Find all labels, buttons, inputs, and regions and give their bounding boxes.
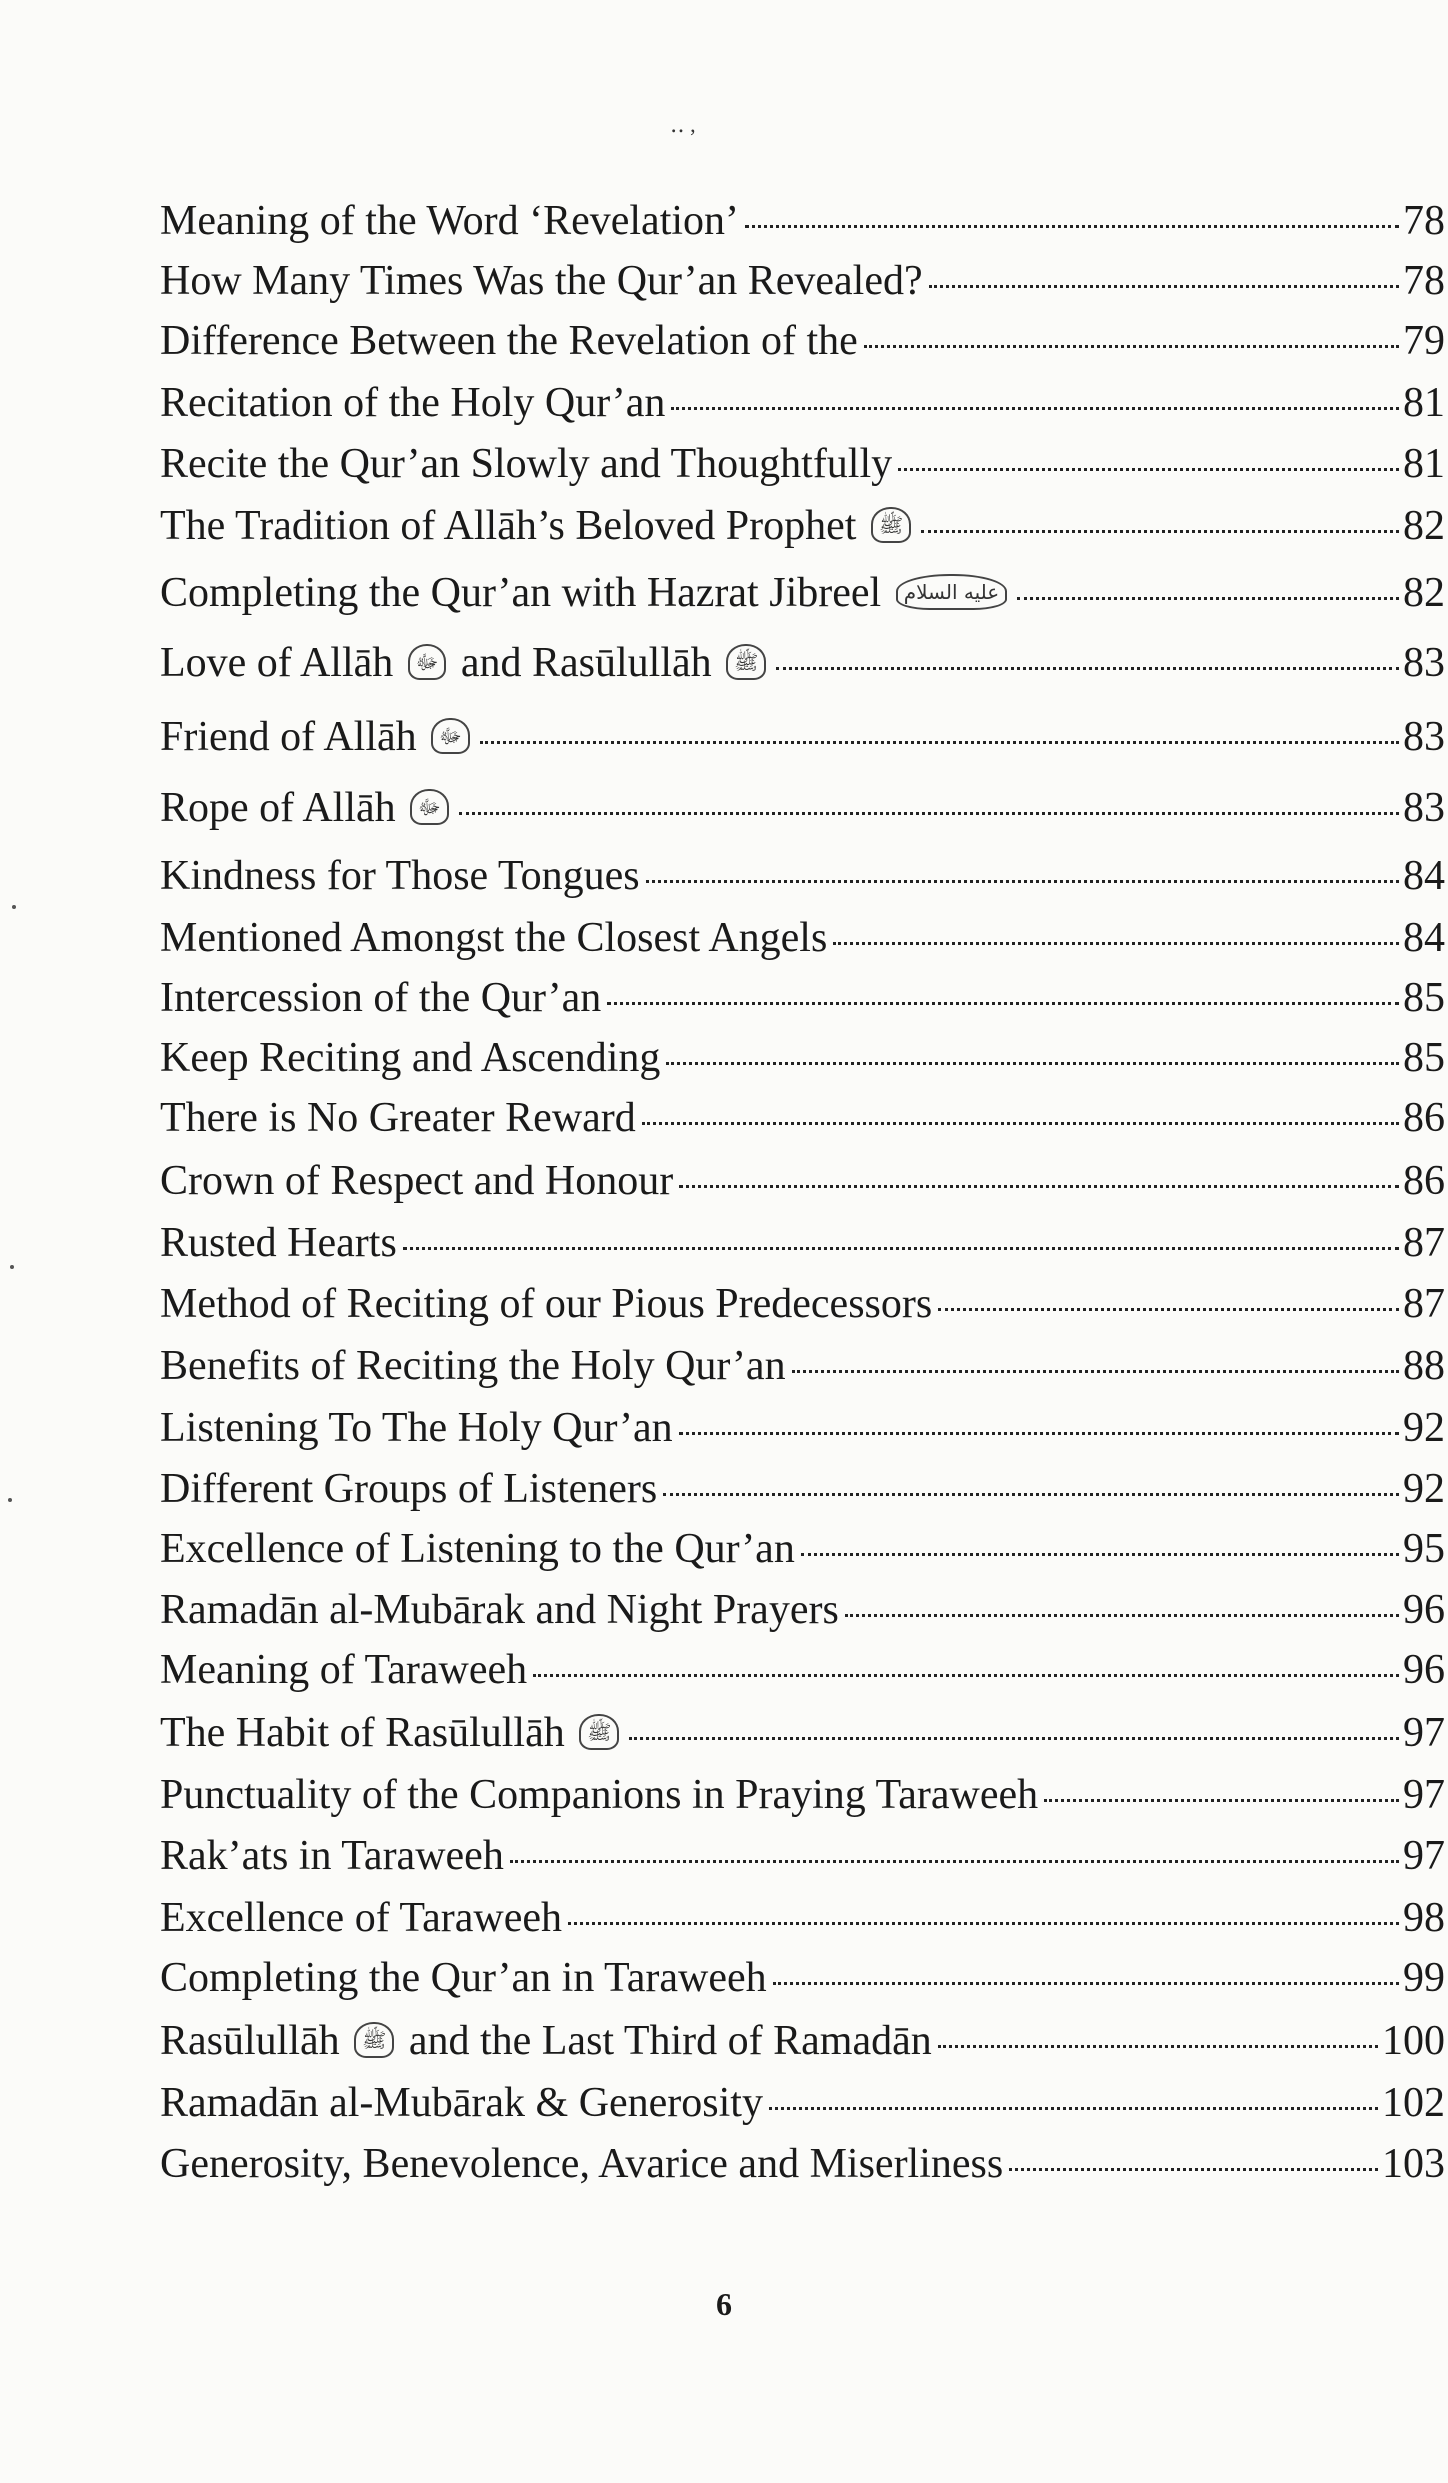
toc-entry: [160, 570, 1445, 616]
toc-entry-title-text: How Many Times Was the Qur’an Revealed?: [160, 258, 923, 304]
toc-entry-page: 87: [1403, 1220, 1445, 1266]
toc-entry: [160, 1895, 1445, 1941]
toc-entry-page: 84: [1403, 915, 1445, 961]
dot-leader: [776, 667, 1399, 670]
dot-leader: [663, 1493, 1399, 1496]
toc-entry-page: 78: [1403, 258, 1445, 304]
toc-entry-title-text: Completing the Qur’an with Hazrat Jibreel: [160, 570, 882, 616]
honorific-icon: ﷺ: [579, 1714, 619, 1750]
dot-leader: [745, 225, 1399, 228]
toc-entry-title-text: and Rasūlullāh: [460, 640, 712, 686]
toc-entry-page: 103: [1382, 2141, 1445, 2187]
toc-entry-title-text: Listening To The Holy Qur’an: [160, 1405, 673, 1451]
toc-entry-title-text: Benefits of Reciting the Holy Qur’an: [160, 1343, 786, 1389]
toc-entry-title-text: Method of Reciting of our Pious Predecessors: [160, 1281, 933, 1327]
dot-leader: [938, 1308, 1399, 1311]
toc-entry-page: 81: [1403, 441, 1445, 487]
toc-entry-title-text: Intercession of the Qur’an: [160, 975, 602, 1021]
dot-leader: [938, 2045, 1378, 2048]
dot-leader: [898, 468, 1399, 471]
toc-entry: [160, 915, 1445, 961]
toc-entry-title-text: Rusted Hearts: [160, 1220, 397, 1266]
toc-entry-title: [160, 2018, 932, 2064]
toc-entry-page: 99: [1403, 1955, 1445, 2001]
toc-entry-title-text: Difference Between the Revelation of the: [160, 318, 858, 364]
toc-entry-page: 98: [1403, 1895, 1445, 1941]
toc-entry: [160, 1955, 1445, 2001]
toc-entry-page: 97: [1403, 1833, 1445, 1879]
toc-entry-title-text: Recitation of the Holy Qur’an: [160, 380, 666, 426]
honorific-icon: ﷻ: [410, 789, 449, 825]
toc-entry: [160, 640, 1445, 686]
toc-entry-page: 102: [1382, 2080, 1445, 2126]
toc-entry-title: [160, 1220, 397, 1266]
toc-entry-title: [160, 258, 923, 304]
toc-entry-page: 96: [1403, 1587, 1445, 1633]
toc-entry: [160, 1343, 1445, 1389]
dot-leader: [801, 1553, 1399, 1556]
honorific-icon: ﷻ: [408, 644, 447, 680]
dot-leader: [679, 1185, 1399, 1188]
toc-entry-title: [160, 915, 827, 961]
toc-entry: [160, 1587, 1445, 1633]
toc-entry-page: 95: [1403, 1526, 1445, 1572]
toc-entry-page: 87: [1403, 1281, 1445, 1327]
dot-leader: [792, 1370, 1399, 1373]
toc-entry-title: [160, 785, 453, 831]
toc-entry-title-text: Excellence of Listening to the Qur’an: [160, 1526, 795, 1572]
toc-entry-title: [160, 853, 640, 899]
honorific-icon: ﷺ: [726, 644, 766, 680]
toc-entry: [160, 1158, 1445, 1204]
dot-leader: [533, 1674, 1399, 1677]
toc-entry-title-text: Rope of Allāh: [160, 785, 396, 831]
toc-entry-title: [160, 1772, 1038, 1818]
dot-leader: [929, 285, 1399, 288]
toc-entry-title: [160, 640, 770, 686]
toc-entry-page: 85: [1403, 975, 1445, 1021]
toc-entry-page: 79: [1403, 318, 1445, 364]
toc-entry-title: [160, 714, 474, 760]
toc-entry-title: [160, 318, 858, 364]
dot-leader: [864, 345, 1399, 348]
toc-entry: [160, 1710, 1445, 1756]
toc-entry-title: [160, 1895, 562, 1941]
dot-leader: [769, 2107, 1378, 2110]
toc-entry-page: 83: [1403, 640, 1445, 686]
toc-entry-title-text: Love of Allāh: [160, 640, 394, 686]
toc-entry-title-text: Ramadān al-Mubārak & Generosity: [160, 2080, 763, 2126]
toc-entry-title: [160, 2141, 1003, 2187]
toc-entry-title-text: The Tradition of Allāh’s Beloved Prophet: [160, 503, 857, 549]
toc-entry-title-text: Mentioned Amongst the Closest Angels: [160, 915, 828, 961]
scan-speck: [8, 1498, 12, 1502]
toc-entry-title-text: Kindness for Those Tongues: [160, 853, 640, 899]
dot-leader: [568, 1922, 1399, 1925]
dot-leader: [403, 1247, 1399, 1250]
toc-entry-title-text: Friend of Allāh: [160, 714, 417, 760]
toc-entry-title-text: Rak’ats in Taraweeh: [160, 1833, 504, 1879]
dot-leader: [666, 1062, 1399, 1065]
toc-entry: [160, 1035, 1445, 1081]
toc-entry-title: [160, 570, 1011, 616]
toc-entry: [160, 1647, 1445, 1693]
toc-entry-page: 96: [1403, 1647, 1445, 1693]
toc-entry-title: [160, 1833, 504, 1879]
toc-entry-title-text: Meaning of Taraweeh: [160, 1647, 528, 1693]
toc-entry-page: 82: [1403, 503, 1445, 549]
toc-entry-title-text: There is No Greater Reward: [160, 1095, 636, 1141]
scan-speck: [12, 905, 16, 909]
toc-entry-title: [160, 503, 915, 549]
toc-entry: [160, 2080, 1445, 2126]
toc-entry: [160, 318, 1445, 364]
dot-leader: [642, 1122, 1399, 1125]
scan-speck: [10, 1265, 14, 1269]
toc-entry-title: [160, 2080, 763, 2126]
toc-entry: [160, 1772, 1445, 1818]
dot-leader: [607, 1002, 1399, 1005]
toc-entry-page: 81: [1403, 380, 1445, 426]
toc-entry-page: 100: [1382, 2018, 1445, 2064]
toc-entry-title-text: The Habit of Rasūlullāh: [160, 1710, 565, 1756]
toc-entry-page: 92: [1403, 1405, 1445, 1451]
honorific-icon: عليه السلام: [896, 574, 1007, 610]
toc-entry-title-text: and the Last Third of Ramadān: [408, 2018, 932, 2064]
toc-entry: [160, 1220, 1445, 1266]
dot-leader: [459, 812, 1399, 815]
toc-entry-title: [160, 1647, 527, 1693]
toc-entry-page: 85: [1403, 1035, 1445, 1081]
dot-leader: [1009, 2168, 1378, 2171]
toc-entry: [160, 198, 1445, 244]
toc-entry-title: [160, 1343, 786, 1389]
honorific-icon: ﷺ: [354, 2022, 394, 2058]
toc-entry: [160, 714, 1445, 760]
header-mark: ‥ ,: [670, 112, 696, 137]
toc-entry-title-text: Meaning of the Word ‘Revelation’: [160, 198, 740, 244]
toc-entry: [160, 1095, 1445, 1141]
honorific-icon: ﷻ: [431, 718, 470, 754]
toc-entry: [160, 1281, 1445, 1327]
toc-entry: [160, 975, 1445, 1021]
honorific-icon: ﷺ: [871, 507, 911, 543]
toc-entry: [160, 1405, 1445, 1451]
toc-entry-title-text: Generosity, Benevolence, Avarice and Miserliness: [160, 2141, 1004, 2187]
toc-entry-page: 88: [1403, 1343, 1445, 1389]
toc-entry: [160, 785, 1445, 831]
toc-entry-title-text: Ramadān al-Mubārak and Night Prayers: [160, 1587, 839, 1633]
toc-entry-title-text: Recite the Qur’an Slowly and Thoughtfully: [160, 441, 893, 487]
toc-entry-title-text: Different Groups of Listeners: [160, 1466, 658, 1512]
toc-entry-title: [160, 1955, 767, 2001]
toc-entry: [160, 258, 1445, 304]
toc-entry-page: 97: [1403, 1710, 1445, 1756]
toc-entry-title-text: Excellence of Taraweeh: [160, 1895, 563, 1941]
dot-leader: [510, 1860, 1399, 1863]
toc-entry-page: 83: [1403, 714, 1445, 760]
toc-entry-title: [160, 1281, 932, 1327]
toc-entry: [160, 1466, 1445, 1512]
toc-entry-title-text: Punctuality of the Companions in Praying Taraweeh: [160, 1772, 1039, 1818]
toc-entry-page: 97: [1403, 1772, 1445, 1818]
toc-entry: [160, 441, 1445, 487]
dot-leader: [671, 407, 1399, 410]
dot-leader: [679, 1432, 1399, 1435]
toc-entry-title: [160, 1526, 795, 1572]
toc-entry-title: [160, 1405, 673, 1451]
dot-leader: [833, 942, 1399, 945]
toc-entry-page: 82: [1403, 570, 1445, 616]
dot-leader: [845, 1614, 1399, 1617]
toc-entry: [160, 2141, 1445, 2187]
toc-entry-title: [160, 1587, 839, 1633]
dot-leader: [480, 741, 1399, 744]
toc-entry-title: [160, 1466, 657, 1512]
toc-entry-title: [160, 441, 892, 487]
toc-entry: [160, 380, 1445, 426]
toc-entry-title: [160, 380, 665, 426]
dot-leader: [1044, 1799, 1399, 1802]
dot-leader: [773, 1982, 1399, 1985]
toc-entry-page: 78: [1403, 198, 1445, 244]
toc-entry-title: [160, 1158, 673, 1204]
page-number: 6: [716, 2286, 732, 2322]
toc-entry-title: [160, 198, 739, 244]
toc-entry-title-text: Completing the Qur’an in Taraweeh: [160, 1955, 767, 2001]
toc-entry-page: 84: [1403, 853, 1445, 899]
toc-entry-page: 83: [1403, 785, 1445, 831]
dot-leader: [629, 1737, 1399, 1740]
toc-entry-title: [160, 975, 601, 1021]
toc-entry-title: [160, 1035, 660, 1081]
toc-entry-page: 86: [1403, 1095, 1445, 1141]
toc-entry-title-text: Rasūlullāh: [160, 2018, 340, 2064]
toc-entry-title-text: Crown of Respect and Honour: [160, 1158, 674, 1204]
toc-entry-page: 86: [1403, 1158, 1445, 1204]
toc-entry: [160, 853, 1445, 899]
dot-leader: [646, 880, 1399, 883]
toc-entry: [160, 1526, 1445, 1572]
toc-entry-title: [160, 1095, 636, 1141]
dot-leader: [1017, 597, 1399, 600]
toc-entry: [160, 1833, 1445, 1879]
toc-entry-page: 92: [1403, 1466, 1445, 1512]
dot-leader: [921, 530, 1399, 533]
toc-entry-title-text: Keep Reciting and Ascending: [160, 1035, 661, 1081]
toc-entry: [160, 2018, 1445, 2064]
toc-entry: [160, 503, 1445, 549]
toc-entry-title: [160, 1710, 623, 1756]
